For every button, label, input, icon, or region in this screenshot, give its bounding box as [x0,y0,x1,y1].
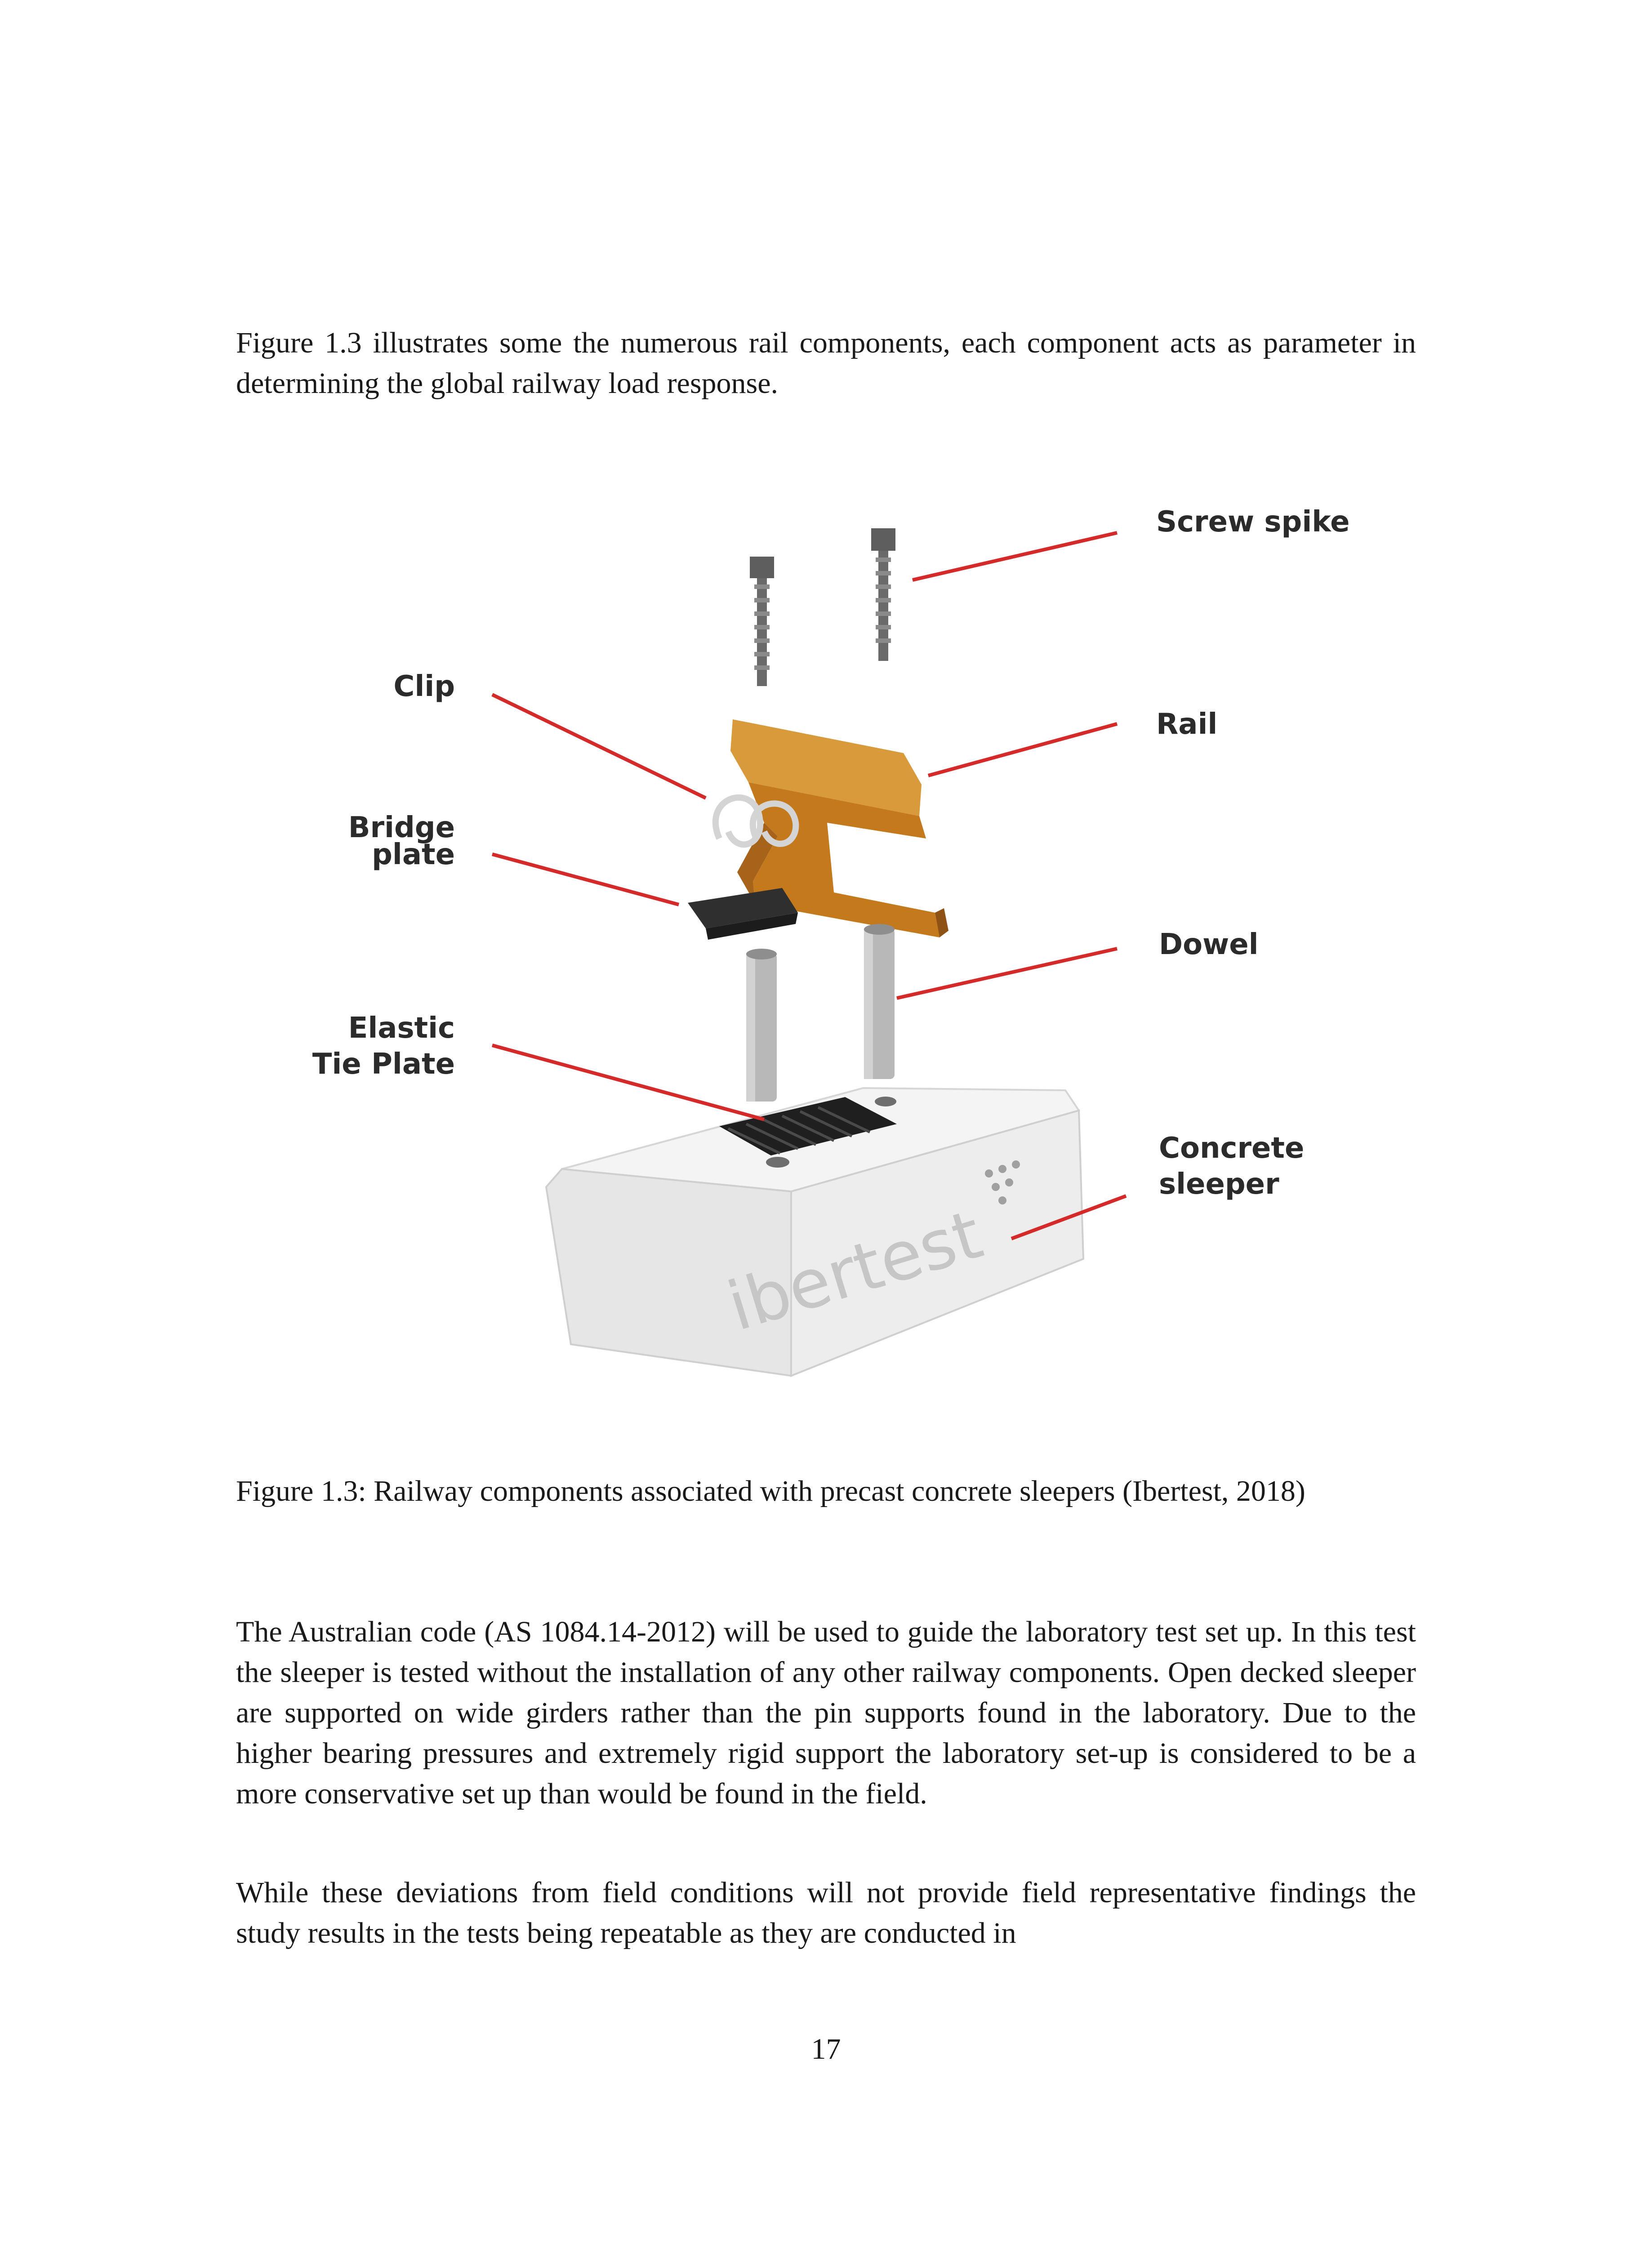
figure-caption: Figure 1.3: Railway components associated with precast concrete sleepers (Ibertest, 2018) [236,1475,1305,1508]
label-concrete-sleeper-line1: Concrete [1159,1132,1305,1165]
body-paragraph-1: The Australian code (AS 1084.14-2012) will be used to guide the laboratory test set up. In this test the sleeper is tested without the installation of any other railway components. Open decked sleeper are supported on wide girders rather than the pin supports found in the laboratory. Due to the higher bearing pressures and extremely rigid support the laboratory set-up is considered to be a more conservative set up than would be found in the field. [236,1615,1416,1810]
rail-leader [928,724,1117,776]
label-clip: Clip [393,670,455,703]
tie-plate-leader [492,1045,764,1120]
sleeper-brand-logo: ibertest [719,1195,991,1347]
label-dowel: Dowel [1159,928,1259,961]
label-elastic-tie-plate-line1: Elastic [348,1012,455,1045]
concrete-sleeper [546,1088,1083,1376]
clip-leader [492,695,706,798]
screw-spike-leader [913,533,1117,580]
dowel-right [864,924,895,1079]
body-paragraph-2: While these deviations from field conditions will not provide field representative findings the study results in the tests being repeatable as they are conducted in [236,1876,1416,1949]
label-screw-spike: Screw spike [1156,505,1350,539]
intro-paragraph: Figure 1.3 illustrates some the numerous rail components, each component acts as parameter in determining the global railway load response. [236,326,1416,400]
page-number: 17 [811,2033,841,2065]
bridge-plate-leader [492,854,679,905]
label-concrete-sleeper-line2: sleeper [1159,1168,1279,1201]
bridge-plate [688,888,798,940]
dowel-leader [897,949,1117,998]
screw-spike-right [871,528,895,661]
railway-components-figure [0,450,1652,1439]
label-bridge-plate-line2: plate [372,838,455,871]
screw-spike-left [750,557,774,686]
dowel-left [746,949,777,1102]
label-rail: Rail [1156,708,1218,741]
label-elastic-tie-plate-line2: Tie Plate [312,1048,455,1081]
label-bridge-plate-line1: Bridge [348,811,455,844]
